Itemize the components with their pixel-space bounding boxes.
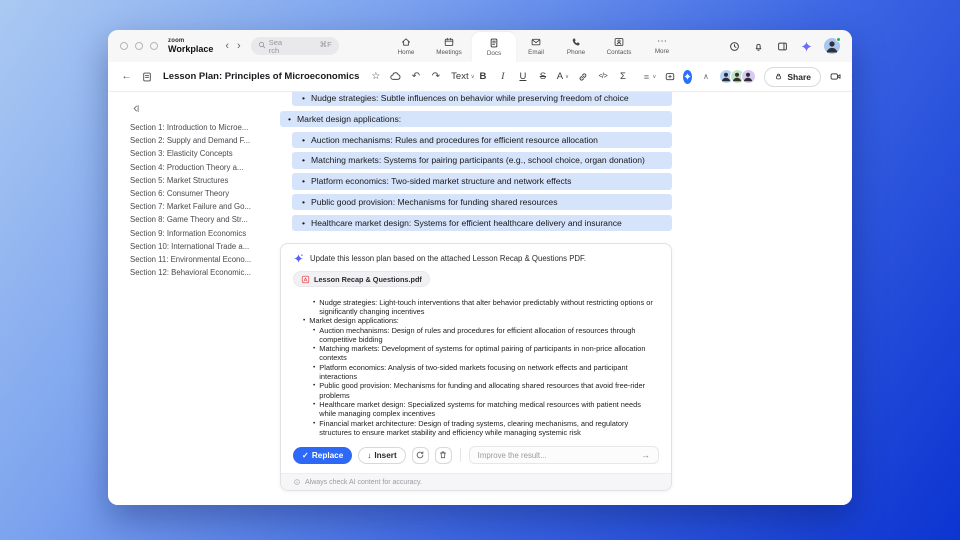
ai-prompt-row: [293, 254, 659, 264]
attachment-chip[interactable]: [293, 271, 430, 287]
underline-button[interactable]: U: [519, 71, 527, 82]
ai-suggestion-text: Public good provision: Mechanisms for funding and allocating shared resources that avoid free-rider problems: [319, 381, 646, 400]
ai-action-bar: [293, 446, 659, 464]
doc-pages-button[interactable]: [140, 67, 153, 87]
insert-button[interactable]: ↓ Insert: [358, 447, 405, 464]
doc-row-text: Nudge strategies: Subtle influences on behavior while preserving freedom of choice: [311, 93, 629, 103]
chat-bubble-icon: [850, 70, 852, 83]
cloud-sync-icon[interactable]: [389, 67, 402, 87]
equation-button[interactable]: Σ: [619, 71, 626, 82]
chevron-down-icon: [652, 74, 656, 80]
ai-companion-panel: [280, 243, 672, 491]
cloud-icon: [389, 70, 402, 83]
list-icon: [643, 71, 650, 83]
bell-icon: [752, 40, 765, 53]
ai-suggestion-bullet: [313, 344, 659, 363]
document-content-area: [108, 92, 852, 505]
sidebar-section-item[interactable]: Section 11: Environmental Econo...: [130, 255, 252, 265]
lock-icon: [774, 72, 783, 81]
side-panel-toggle-button[interactable]: [776, 40, 789, 53]
bullet-icon: [313, 344, 315, 363]
contacts-icon: [613, 36, 625, 48]
collapse-left-icon: [130, 103, 141, 114]
camera-icon: [829, 70, 842, 83]
app-top-bar: [108, 30, 852, 62]
doc-highlight-row[interactable]: [280, 111, 672, 127]
chat-button[interactable]: [850, 67, 852, 87]
tab-phone[interactable]: Phone: [556, 30, 596, 62]
bullet-icon: [288, 114, 291, 124]
ai-suggestion-text: Platform economics: Analysis of two-sided markets focusing on network effects and participant interactions: [319, 362, 628, 382]
undo-button[interactable]: [409, 67, 422, 87]
tab-more[interactable]: ⋯ More: [642, 30, 682, 62]
link-button[interactable]: [576, 67, 589, 87]
doc-highlight-row[interactable]: [292, 92, 672, 106]
sparkle-icon: [800, 40, 813, 53]
sidebar-section-item[interactable]: Section 9: Information Economics: [130, 228, 247, 238]
calendar-icon: [443, 36, 455, 48]
maximize-window-icon[interactable]: [150, 42, 158, 50]
sidebar-section-item[interactable]: Section 5: Market Structures: [130, 175, 229, 185]
zoom-workplace-window: [108, 30, 852, 505]
doc-highlight-row[interactable]: [292, 194, 672, 210]
text-color-dropdown[interactable]: A ∨: [556, 67, 569, 87]
ai-disclaimer: [281, 473, 671, 490]
doc-row-text: Auction mechanisms: Rules and procedures for efficient resource allocation: [311, 134, 598, 145]
sparkle-icon: [293, 253, 304, 264]
bullet-icon: [302, 176, 305, 186]
improve-result-input[interactable]: [478, 451, 641, 460]
main-nav: [386, 30, 682, 62]
doc-highlight-row[interactable]: [292, 173, 672, 189]
bullet-icon: [313, 419, 315, 438]
document-icon: [488, 37, 500, 49]
ai-suggestion-list: [303, 298, 659, 437]
back-button[interactable]: [120, 67, 133, 87]
attachment-name: Lesson Recap & Questions.pdf: [314, 274, 422, 284]
discard-button[interactable]: [435, 447, 452, 464]
sidebar-section-item[interactable]: Section 8: Game Theory and Str...: [130, 215, 248, 225]
collaborator-avatar: [741, 69, 756, 84]
ai-suggestion-bullet: [303, 316, 659, 325]
sidebar-section-item[interactable]: Section 12: Behavioral Economic...: [130, 268, 251, 278]
replace-button[interactable]: ✓ Replace: [293, 447, 352, 464]
ai-suggestion-bullet: [313, 400, 659, 419]
arrow-down-icon: [367, 451, 371, 460]
document-body: [280, 92, 672, 505]
sidebar-section-item[interactable]: Section 3: Elasticity Concepts: [130, 149, 233, 159]
sidebar-section-item[interactable]: Section 7: Market Failure and Go...: [130, 202, 251, 212]
ai-panel-body: [281, 244, 671, 473]
improve-input-wrapper: [469, 446, 659, 464]
add-comment-button[interactable]: [663, 67, 676, 87]
tab-meetings[interactable]: Meetings: [426, 30, 472, 62]
bullet-icon: [313, 326, 315, 345]
doc-row-text: Market design applications:: [297, 113, 402, 124]
ai-prompt-text: Update this lesson plan based on the attached Lesson Recap & Questions PDF.: [310, 254, 587, 264]
bullet-icon: [302, 93, 305, 103]
submit-arrow-icon[interactable]: [641, 451, 650, 460]
tab-home[interactable]: Home: [386, 30, 426, 62]
action-divider: [460, 448, 461, 462]
more-icon: [657, 37, 667, 47]
italic-button[interactable]: I: [501, 71, 505, 82]
user-avatar[interactable]: [824, 38, 840, 54]
bullet-icon: [302, 135, 305, 145]
collaborator-avatars[interactable]: [719, 69, 756, 84]
doc-row-text: Matching markets: Systems for pairing participants (e.g., school choice, organ donation): [311, 155, 645, 166]
ai-suggestion-bullet: [313, 381, 659, 400]
sidebar-section-item[interactable]: Section 10: International Trade a...: [130, 241, 250, 251]
mail-icon: [530, 36, 542, 48]
ai-suggestion-bullet: [313, 363, 659, 382]
bullet-icon: [313, 400, 315, 419]
ai-suggestion-bullet: [313, 298, 659, 317]
search-placeholder: Search: [268, 38, 283, 55]
trash-icon: [438, 450, 448, 460]
collapse-toolbar-button[interactable]: [699, 67, 712, 87]
home-icon: [400, 36, 412, 48]
ai-suggestion-text: Auction mechanisms: Design of rules and procedures for efficient allocation of resources through competitive bidding: [319, 325, 636, 344]
link-icon: [577, 71, 589, 83]
history-forward-button[interactable]: [233, 41, 245, 52]
search-icon: [258, 41, 266, 49]
history-button[interactable]: [728, 40, 741, 53]
doc-row-text: Healthcare market design: Systems for efficient healthcare delivery and insurance: [311, 217, 622, 228]
tab-email[interactable]: Email: [516, 30, 556, 62]
bullet-icon: [313, 298, 315, 317]
info-icon: [293, 478, 301, 486]
ai-suggestion-text: Healthcare market design: Specialized systems for matching medical resources with patient needs while managing complex incentives: [319, 399, 641, 419]
sidebar-section-item[interactable]: Section 2: Supply and Demand F...: [130, 136, 251, 146]
content-right-margin: [672, 92, 852, 505]
presence-indicator: [836, 37, 841, 42]
notifications-button[interactable]: [752, 40, 765, 53]
check-icon: [302, 450, 309, 460]
bullet-icon: [302, 218, 305, 228]
close-window-icon[interactable]: [120, 42, 128, 50]
sidebar-section-item[interactable]: Section 6: Consumer Theory: [130, 189, 230, 199]
brand-zoom: zoom: [168, 38, 185, 44]
bullet-icon: [313, 363, 315, 382]
doc-highlight-row[interactable]: [292, 132, 672, 148]
chevron-down-icon: [471, 74, 475, 80]
top-bar-actions: [728, 30, 840, 62]
ai-suggestion-text: Market design applications:: [309, 316, 399, 326]
minimize-window-icon[interactable]: [135, 42, 143, 50]
bullet-icon: [303, 316, 305, 325]
bold-button[interactable]: B: [479, 71, 487, 82]
outline-section-list: [130, 121, 280, 279]
favorite-star-icon[interactable]: [369, 67, 382, 87]
comment-plus-icon: [664, 71, 676, 83]
sidebar-section-item[interactable]: Section 1: Introduction to Microe...: [130, 123, 249, 132]
refresh-icon: [415, 450, 425, 460]
bullet-icon: [302, 155, 305, 165]
ai-disclaimer-text: Always check AI content for accuracy.: [305, 478, 422, 486]
ai-companion-button[interactable]: [800, 40, 813, 53]
brand-workplace: Workplace: [168, 44, 214, 54]
chevron-down-icon: [565, 74, 569, 80]
strikethrough-button[interactable]: S: [539, 71, 547, 82]
sparkle-icon: [683, 72, 692, 81]
app-logo: [168, 38, 213, 54]
text-style-dropdown[interactable]: Text ∨: [456, 67, 469, 87]
share-button[interactable]: Share: [764, 67, 821, 87]
page-icon: [141, 71, 153, 83]
clock-icon: [728, 40, 741, 53]
regenerate-button[interactable]: [412, 447, 429, 464]
ai-suggestion-bullet: [313, 326, 659, 345]
panel-icon: [776, 40, 789, 53]
tab-docs[interactable]: Docs: [472, 32, 516, 62]
sidebar-section-item[interactable]: Section 4: Production Theory a...: [130, 162, 244, 172]
ai-suggestion-text: Matching markets: Development of systems for optimal pairing of participants in non-price allocation contexts: [319, 344, 646, 363]
toolbar-right-group: [719, 67, 852, 87]
ai-companion-doc-button[interactable]: [683, 70, 692, 84]
window-controls[interactable]: [120, 42, 158, 50]
history-back-button[interactable]: [221, 41, 233, 52]
document-title: Lesson Plan: Principles of Microeconomics: [163, 71, 360, 82]
redo-button[interactable]: [429, 67, 442, 87]
doc-row-text: Public good provision: Mechanisms for funding shared resources: [311, 197, 558, 208]
bullet-icon: [302, 197, 305, 207]
tab-contacts[interactable]: Contacts: [596, 30, 642, 62]
bullet-icon: [313, 381, 315, 400]
doc-row-text: Platform economics: Two-sided market structure and network effects: [311, 176, 572, 187]
ai-suggestion-text: Nudge strategies: Light-touch interventions that alter behavior predictably without restricting options or significantly changing incentives: [319, 297, 653, 316]
code-block-button[interactable]: [596, 67, 609, 87]
search-shortcut: ⌘F: [319, 40, 332, 49]
document-toolbar: [108, 62, 852, 92]
collapse-sidebar-button[interactable]: [130, 103, 141, 114]
doc-highlight-row[interactable]: [292, 215, 672, 231]
phone-icon: [570, 36, 582, 48]
doc-highlight-row[interactable]: [292, 152, 672, 168]
pdf-file-icon: [301, 275, 310, 284]
ai-suggestion-bullet: [313, 419, 659, 438]
outline-sidebar: [108, 92, 280, 505]
ai-suggestion-text: Financial market architecture: Design of trading systems, clearing mechanisms, and regulatory structures to ensure market stability and efficiency while managing systemic risk: [319, 418, 629, 437]
list-dropdown[interactable]: [643, 67, 656, 87]
highlighted-rows: [280, 92, 672, 231]
global-search-input[interactable]: [251, 37, 339, 55]
video-button[interactable]: [829, 67, 842, 87]
